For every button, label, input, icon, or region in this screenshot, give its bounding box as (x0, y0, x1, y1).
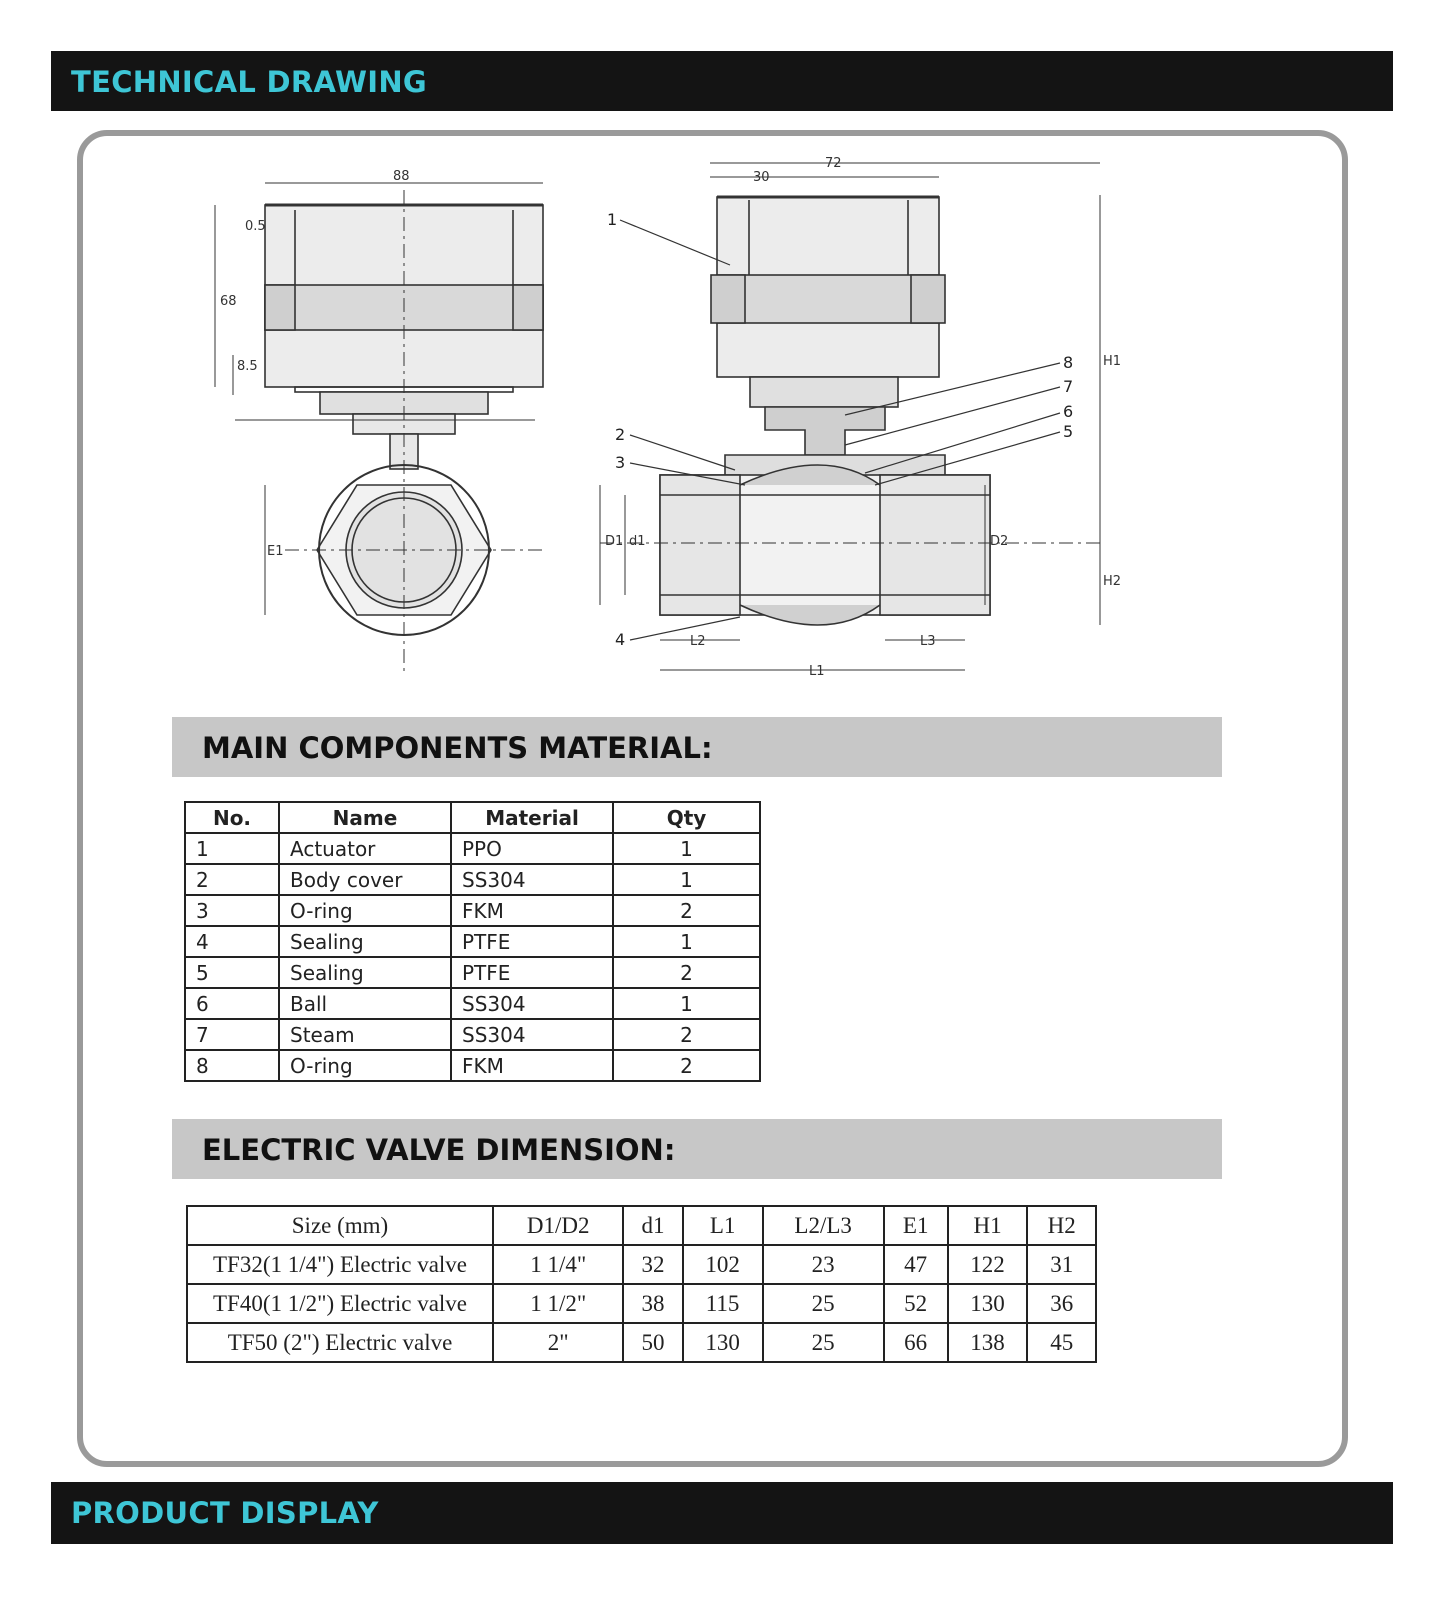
table-row (185, 957, 760, 988)
cell-d1: 38 (623, 1284, 682, 1323)
col-l1: L1 (683, 1206, 763, 1245)
cell-no: 4 (185, 926, 279, 957)
dimension-header-row (187, 1206, 1096, 1245)
cell-name: Steam (279, 1019, 451, 1050)
cell-qty: 1 (613, 988, 760, 1019)
technical-drawing-title: TECHNICAL DRAWING (71, 65, 428, 99)
dim-D1: D1 (605, 534, 624, 549)
callout-7: 7 (1063, 377, 1074, 396)
col-no: No. (185, 802, 279, 833)
cell-d1-d2: 1 1/4" (493, 1245, 623, 1284)
cell-e1: 66 (884, 1323, 948, 1362)
cell-l1: 115 (683, 1284, 763, 1323)
cell-l2-l3: 25 (763, 1323, 884, 1362)
dim-H1: H1 (1103, 354, 1122, 369)
cell-no: 8 (185, 1050, 279, 1081)
cell-h2: 31 (1027, 1245, 1096, 1284)
cell-name: Actuator (279, 833, 451, 864)
dim-d1: d1 (629, 534, 646, 549)
cell-qty: 2 (613, 1019, 760, 1050)
cell-name: O-ring (279, 1050, 451, 1081)
cell-h2: 36 (1027, 1284, 1096, 1323)
dimension-section-header (172, 1119, 1222, 1179)
table-row (185, 895, 760, 926)
cell-no: 2 (185, 864, 279, 895)
materials-table (184, 801, 761, 1082)
cell-material: PTFE (451, 957, 613, 988)
table-row (185, 1019, 760, 1050)
cell-no: 5 (185, 957, 279, 988)
dim-88: 88 (393, 169, 410, 184)
callout-2: 2 (615, 425, 626, 444)
callout-5: 5 (1063, 422, 1074, 441)
cell-material: SS304 (451, 988, 613, 1019)
cell-no: 1 (185, 833, 279, 864)
materials-title: MAIN COMPONENTS MATERIAL: (202, 731, 713, 765)
col-name: Name (279, 802, 451, 833)
cell-qty: 1 (613, 833, 760, 864)
dim-68: 68 (220, 294, 237, 309)
cell-d1-d2: 1 1/2" (493, 1284, 623, 1323)
col-h2: H2 (1027, 1206, 1096, 1245)
cell-e1: 47 (884, 1245, 948, 1284)
dim-L2: L2 (690, 634, 706, 649)
table-row (187, 1245, 1096, 1284)
dimension-table (186, 1205, 1097, 1363)
cell-d1: 50 (623, 1323, 682, 1362)
cell-d1-d2: 2" (493, 1323, 623, 1362)
technical-drawing-banner (51, 51, 1393, 111)
cell-name: Sealing (279, 957, 451, 988)
dim-0-5: 0.5 (245, 219, 266, 234)
dim-72: 72 (825, 156, 842, 171)
dim-8-5: 8.5 (237, 359, 258, 374)
cell-e1: 52 (884, 1284, 948, 1323)
cell-d1: 32 (623, 1245, 682, 1284)
dim-L1: L1 (809, 664, 825, 679)
col-d1-d2: D1/D2 (493, 1206, 623, 1245)
product-display-banner (51, 1482, 1393, 1544)
cell-material: SS304 (451, 1019, 613, 1050)
cell-l2-l3: 23 (763, 1245, 884, 1284)
cell-material: FKM (451, 895, 613, 926)
cell-qty: 2 (613, 957, 760, 988)
cell-name: Ball (279, 988, 451, 1019)
col-l2-l3: L2/L3 (763, 1206, 884, 1245)
cell-l1: 130 (683, 1323, 763, 1362)
cell-name: Body cover (279, 864, 451, 895)
table-row (185, 864, 760, 895)
cell-no: 6 (185, 988, 279, 1019)
dim-30: 30 (753, 170, 770, 185)
cell-h1: 130 (948, 1284, 1028, 1323)
callout-1: 1 (607, 210, 618, 229)
cell-name: O-ring (279, 895, 451, 926)
dim-E1: E1 (267, 544, 284, 559)
materials-header-row (185, 802, 760, 833)
cell-size: TF40(1 1/2") Electric valve (187, 1284, 493, 1323)
cell-name: Sealing (279, 926, 451, 957)
product-display-title: PRODUCT DISPLAY (71, 1496, 379, 1530)
cell-l2-l3: 25 (763, 1284, 884, 1323)
dim-D2: D2 (990, 534, 1009, 549)
dim-L3: L3 (920, 634, 936, 649)
technical-drawing (205, 155, 1155, 700)
cell-qty: 1 (613, 926, 760, 957)
callout-3: 3 (615, 453, 626, 472)
dim-H2: H2 (1103, 574, 1122, 589)
col-d1: d1 (623, 1206, 682, 1245)
table-row (185, 988, 760, 1019)
materials-section-header (172, 717, 1222, 777)
callout-6: 6 (1063, 402, 1074, 421)
table-row (187, 1323, 1096, 1362)
cell-material: SS304 (451, 864, 613, 895)
cell-qty: 1 (613, 864, 760, 895)
col-h1: H1 (948, 1206, 1028, 1245)
cell-qty: 2 (613, 895, 760, 926)
table-row (185, 926, 760, 957)
cell-no: 7 (185, 1019, 279, 1050)
table-row (185, 833, 760, 864)
table-row (185, 1050, 760, 1081)
cell-h1: 138 (948, 1323, 1028, 1362)
cell-material: PTFE (451, 926, 613, 957)
cell-l1: 102 (683, 1245, 763, 1284)
col-e1: E1 (884, 1206, 948, 1245)
cell-h1: 122 (948, 1245, 1028, 1284)
cell-no: 3 (185, 895, 279, 926)
col-size: Size (mm) (187, 1206, 493, 1245)
cell-h2: 45 (1027, 1323, 1096, 1362)
col-material: Material (451, 802, 613, 833)
cell-size: TF50 (2") Electric valve (187, 1323, 493, 1362)
dimension-title: ELECTRIC VALVE DIMENSION: (202, 1133, 676, 1167)
callout-8: 8 (1063, 353, 1074, 372)
callout-4: 4 (615, 630, 626, 649)
cell-material: FKM (451, 1050, 613, 1081)
cell-qty: 2 (613, 1050, 760, 1081)
table-row (187, 1284, 1096, 1323)
cell-material: PPO (451, 833, 613, 864)
col-qty: Qty (613, 802, 760, 833)
cell-size: TF32(1 1/4") Electric valve (187, 1245, 493, 1284)
